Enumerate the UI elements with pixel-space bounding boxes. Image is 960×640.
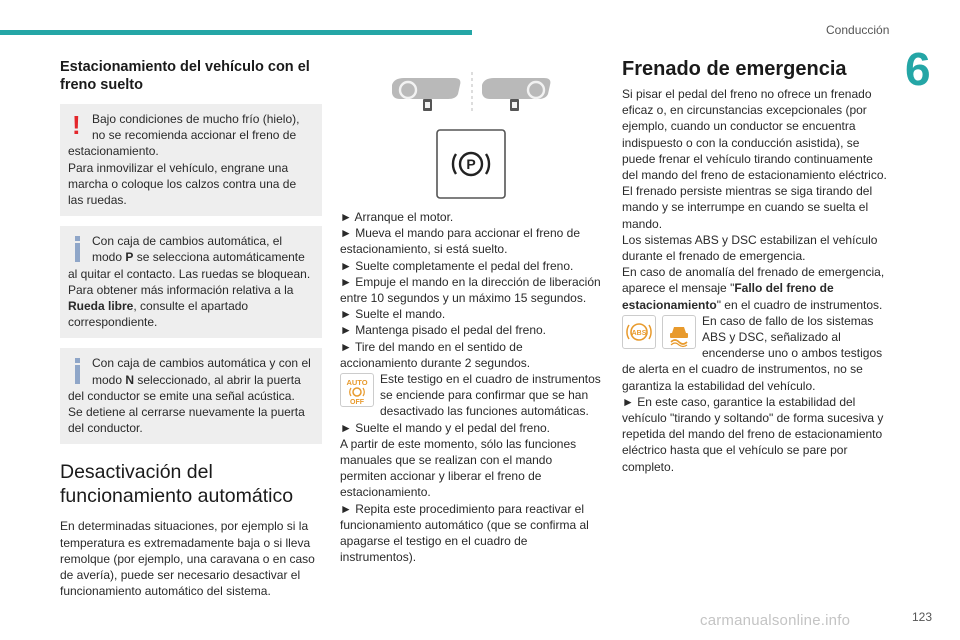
- column-left: [60, 58, 322, 599]
- deactivation-paragraph: En determinadas situaciones, por ejemplo si la temperatura es extremadamente baja o si lleva remolque (por ejemplo, una caravana o en caso de avería), puede ser necesario desactivar el funcionamiento automático del sistema.: [60, 519, 315, 599]
- auto-off-lamp-text: Este testigo en el cuadro de instrumentos se enciende para confirmar que se han desactivado las funciones automáticas.: [380, 372, 601, 419]
- watermark: carmanualsonline.info: [700, 612, 851, 629]
- info-icon: [68, 234, 92, 264]
- emergency-p2: Los sistemas ABS y DSC estabilizan el vehículo durante el frenado de emergencia.: [622, 232, 878, 264]
- emergency-p5: ► En este caso, garantice la estabilidad del vehículo "tirando y soltando" de forma sucesiva y repetida del mando del freno de estacionamiento eléctrico hasta que el vehículo se pare por completo.: [622, 394, 884, 474]
- warning-box: [60, 104, 322, 216]
- section-title: Conducción: [826, 23, 890, 37]
- step-7: ► Tire del mando en el sentido de accionamiento durante 2 segundos.: [340, 339, 531, 370]
- auto-off-lamp-note: [340, 371, 602, 420]
- heading-parking-unbraked: Estacionamiento del vehículo con el freno suelto: [60, 59, 310, 93]
- step-6: ► Mantenga pisado el pedal del freno.: [340, 323, 547, 338]
- svg-text:OFF: OFF: [350, 399, 364, 407]
- heading-emergency-braking: Frenado de emergencia: [622, 58, 847, 80]
- emergency-p3: En caso de anomalía del frenado de emergencia, aparece el mensaje "Fallo del freno de estacionamiento" en el cuadro de instrumentos.: [622, 265, 885, 312]
- auto-off-warning-icon: [340, 373, 374, 407]
- step-repeat: ► Repita este procedimiento para reactivar el funcionamiento automático (que se confirma al apagarse el testigo en el cuadro de instrumentos).: [340, 501, 589, 565]
- warning-text-2: Para inmovilizar el vehículo, engrane una marcha o coloque los calzos contra una de las ruedas.: [68, 160, 297, 208]
- warning-text-1: Bajo condiciones de mucho frío (hielo), no se recomienda accionar el freno de estacionamiento.: [68, 112, 300, 159]
- chapter-number: 6: [905, 43, 931, 95]
- info-text-2: Para obtener más información relativa a la Rueda libre, consulte el apartado correspondiente.: [68, 282, 294, 330]
- manual-functions-text: A partir de este momento, sólo las funciones manuales que se realizan con el mando permiten accionar y liberar el freno de estacionamiento.: [340, 436, 577, 500]
- parking-brake-figure: [390, 72, 560, 202]
- page-number: 123: [912, 610, 933, 624]
- info-text-3: Con caja de cambios automática y con el modo N seleccionado, al abrir la puerta del conductor se emite una señal acústica. Se detiene al cerrarse nuevamente la puerta del conductor.: [68, 356, 311, 436]
- heading-deactivation: Desactivación del funcionamiento automático: [60, 461, 294, 508]
- dsc-warning-icon: [662, 315, 696, 349]
- abs-dsc-note: [622, 313, 890, 394]
- emergency-p1: Si pisar el pedal del freno no ofrece un frenado eficaz o, en circunstancias excepcionales (por ejemplo, cuando un conductor se encuentra indispuesto o con la conducción asistida), se puede frenar el vehículo tirando continuamente del mando del freno de estacionamiento eléctrico. El frenado persiste mientras se siga tirando del mando y se interrumpe en cuando se suelta el mando.: [622, 87, 887, 231]
- column-right: [622, 58, 890, 475]
- step-2: ► Mueva el mando para accionar el freno de estacionamiento, si está suelto.: [340, 226, 581, 257]
- info-icon: [68, 356, 92, 386]
- info-box-neutral-mode: [60, 348, 322, 444]
- figure-p-label: P: [466, 156, 476, 172]
- svg-text:ABS: ABS: [631, 329, 647, 337]
- step-8: ► Suelte el mando y el pedal del freno.: [340, 420, 551, 435]
- emergency-p4: En caso de fallo de los sistemas ABS y DSC, señalizado al encenderse uno o ambos testigos de alerta en el cuadro de instrumentos, no se garantiza la estabilidad del vehículo.: [622, 313, 883, 393]
- abs-warning-icon: [622, 315, 656, 349]
- svg-text:AUTO: AUTO: [346, 378, 368, 388]
- info-text-1: Con caja de cambios automática, el modo P se selecciona automáticamente al quitar el contacto. Las ruedas se bloquean.: [68, 234, 311, 281]
- step-1: ► Arranque el motor.: [340, 210, 454, 224]
- step-5: ► Suelte el mando.: [340, 307, 446, 322]
- parking-brake-illustration: [390, 72, 560, 202]
- step-3: ► Suelte completamente el pedal del freno.: [340, 258, 574, 273]
- column-middle: [340, 209, 602, 565]
- step-4: ► Empuje el mando en la dirección de liberación entre 10 segundos y un máximo 15 segundos.: [340, 274, 601, 306]
- info-box-park-mode: [60, 226, 322, 338]
- header-accent-bar: [0, 30, 472, 35]
- warning-icon: !: [72, 110, 81, 140]
